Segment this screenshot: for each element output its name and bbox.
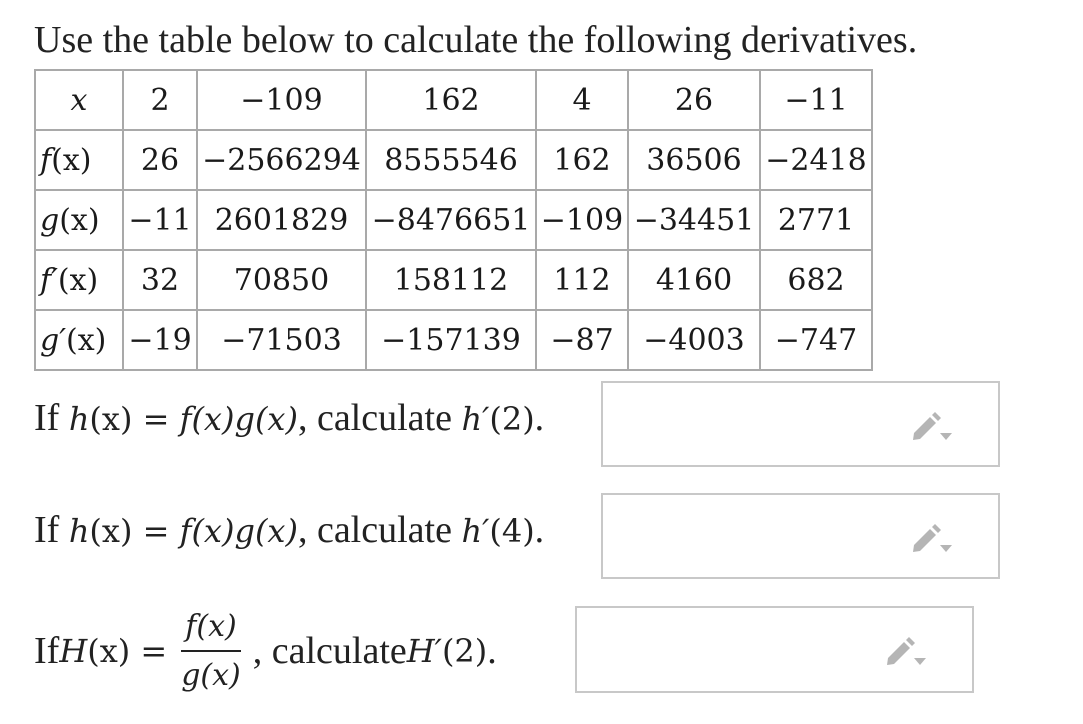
table-cell: −4003 — [628, 310, 760, 370]
header-cell: −11 — [760, 70, 872, 130]
pencil-dropdown-icon[interactable] — [884, 634, 928, 668]
header-cell: 4 — [536, 70, 628, 130]
header-cell-x: x — [35, 70, 123, 130]
table-cell: −8476651 — [366, 190, 536, 250]
table-cell: 26 — [123, 130, 197, 190]
header-cell: −109 — [197, 70, 366, 130]
table-cell: 32 — [123, 250, 197, 310]
table-cell: −109 — [536, 190, 628, 250]
question-3: If H(x) = $\frac{f(x)}{g(x)}$ , calculate H′(2) . — [34, 609, 497, 693]
answer-input-3[interactable] — [585, 616, 879, 682]
table-cell: −87 — [536, 310, 628, 370]
fraction — [177, 609, 245, 693]
table-cell: 2601829 — [197, 190, 366, 250]
table-cell: 36506 — [628, 130, 760, 190]
table-cell: −11 — [123, 190, 197, 250]
table-cell: −747 — [760, 310, 872, 370]
table-cell: 158112 — [366, 250, 536, 310]
table-cell: 8555546 — [366, 130, 536, 190]
table-row-f — [35, 130, 872, 190]
table-header-row — [35, 70, 872, 130]
table-cell: 70850 — [197, 250, 366, 310]
table-cell: 112 — [536, 250, 628, 310]
table-cell: −2566294 — [197, 130, 366, 190]
table-cell: −157139 — [366, 310, 536, 370]
table-cell: −19 — [123, 310, 197, 370]
row-label-g: g(x) — [35, 190, 123, 250]
question-2: If h(x) = f(x)g(x), calculate h′(4). — [34, 509, 545, 551]
row-label-f-prime: f′(x) — [35, 250, 123, 310]
table-cell: 682 — [760, 250, 872, 310]
pencil-dropdown-icon[interactable] — [910, 521, 954, 555]
header-cell: 26 — [628, 70, 760, 130]
answer-input-1[interactable] — [611, 391, 905, 457]
values-table — [34, 69, 873, 371]
table-row-g-prime — [35, 310, 872, 370]
row-label-g-prime: g′(x) — [35, 310, 123, 370]
table-row-f-prime — [35, 250, 872, 310]
answer-box-3[interactable] — [575, 606, 974, 693]
header-cell: 2 — [123, 70, 197, 130]
table-cell: −71503 — [197, 310, 366, 370]
table-cell: 4160 — [628, 250, 760, 310]
table-cell: 2771 — [760, 190, 872, 250]
answer-box-1[interactable] — [601, 381, 1000, 467]
fraction-denominator: g(x) — [181, 658, 241, 693]
table-cell: −34451 — [628, 190, 760, 250]
fraction-numerator: f(x) — [181, 609, 240, 652]
instruction-text: Use the table below to calculate the following derivatives. — [34, 19, 918, 61]
answer-box-2[interactable] — [601, 493, 1000, 579]
question-1: If h(x) = f(x)g(x), calculate h′(2). — [34, 397, 545, 439]
answer-input-2[interactable] — [611, 503, 905, 569]
table-cell: −2418 — [760, 130, 872, 190]
table-cell: 162 — [536, 130, 628, 190]
row-label-f: f(x) — [35, 130, 123, 190]
header-cell: 162 — [366, 70, 536, 130]
pencil-dropdown-icon[interactable] — [910, 409, 954, 443]
table-row-g — [35, 190, 872, 250]
